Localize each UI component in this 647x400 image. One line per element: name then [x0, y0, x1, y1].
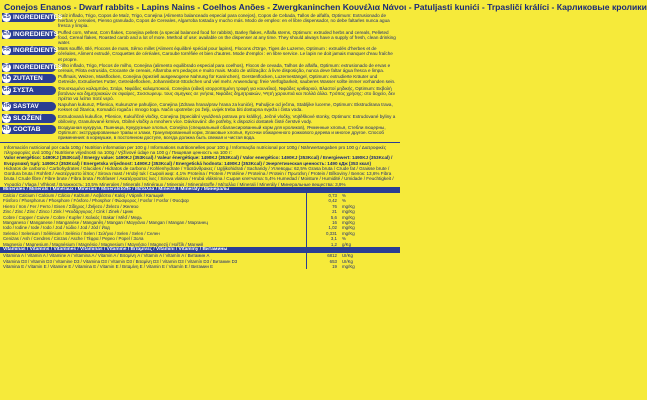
ingredient-text: Φουσκωμένο καλαμπόκι, Σιτάρι, Νιφάδες καλαμποκιού, Conejina (ειδική ισορροπημένη τροφή για κουνέλια), Νιφάδες κριθαριού, Βλαστοί μηδικής, Optimum: Εκβολή βοτάνων και δημητριακών σε σφαίρες, Συσσωρευμ. τους σιμηγκες σε γνήσια, Νιφάδες δημητριακών, Ψητή χαρουπιά και πολλά άλλα. Τρόπος χρήσης: στο δοχείο, δεν πρέπει να λείπει ποτέ νερό.	[58, 85, 396, 102]
ingredient-language-tag	[2, 86, 56, 95]
ingredient-text: Milho inflado, Trigo, Flocos de milho, Conejina (alimento equilibrado especial para coelhos), Flocos de cevada, Talhos de alfalfa, Optimum: extrusionado de ervas e cereais, Pilota extrusida, Crocante de cereais, Alfarroba em pedaços e muito mais. Modo de utilização: à livre disposição, nunca deve faltar água fresca e limpa.	[58, 62, 391, 74]
row-unit: %	[342, 236, 346, 242]
row-value: 653	[307, 259, 340, 264]
row-unit: UI/Kg	[342, 258, 353, 264]
row-unit: UI/Kg	[342, 253, 353, 259]
ingredient-language-tag	[2, 74, 56, 83]
ingredient-label: INGREDIENTES	[13, 63, 63, 71]
row-value: 1,02	[307, 225, 340, 230]
ingredient-text: Puffmais, Weizen, Maisflocken, Conejina (speziell ausgewogene Nahrung für Kaninchen), Gerstenflocken, Luzernestängel, Optimum: extrudierte Kräuter und Getreide, Extrudiertes Futter, Getreideflocken, Johannisbrot-Stückchen und viel mehr. Anwendung: freie Verfügbarkeit, sauberes Wasser sollte immer vorhanden sein.	[58, 74, 396, 85]
nutrition-energy: Valor energético: 1490KJ (353Kcal) / Energy value: 1490KJ (353Kcal) / Valeur énergétique: 1490KJ (353Kcal) / Valor energético: 1490KJ (353Kcal) / Energiewert: 1490KJ (353Kcal) / Ενεργειακή τιμή: 1490KJ (353Kcal) / Energetska vrijednost: 1490KJ (353Kcal) / Energetická hodnota: 1490KJ (353Kcal) / Энергетическая ценность: 1490 кДж (353 ккал)	[4, 155, 393, 166]
row-value: 76	[307, 204, 340, 209]
row-value: 5,6	[307, 215, 340, 220]
row-value: 0,331	[307, 231, 340, 236]
ingredient-block	[0, 85, 400, 102]
flag-icon: HR	[2, 103, 11, 110]
row-name: Selenio / Selenium / Sélénium / Selénio / Selen / Σελήνιο / Selen / Selen / Селен	[3, 230, 160, 236]
flag-icon: FR	[3, 47, 10, 54]
ingredient-block	[0, 29, 400, 46]
nutrition-intro: Información nutricional por cada 100g / Nutrition information per 100 g / Informations nutritionnelles pour 100 g / Informação nutricional por 100g / Nährwertangaben pro 100 g / Διατροφικές πληροφορίες ανά 100g / Nutritivne vrijednosti na 100g / Výživové údaje na 100 g / Пищевая ценность на 100 г:	[4, 144, 387, 155]
ingredient-label: INGREDIENTES	[13, 14, 63, 21]
row-value: 6812	[307, 253, 340, 258]
row-name: Iodo / Iodine / Iode / Iodo / Jod / Ιώδιο / Jod / Jód / Йод	[3, 225, 110, 231]
ingredient-block	[0, 12, 400, 29]
row-unit: mg/Kg	[342, 220, 355, 226]
ingredient-text: Puffed corn, Wheat, Corn flakes, Conejina pellets (a special balanced food for rabbits), Barley flakes, Alfalfa stems, Optimum: extruded herbs and cereals, Pelleted food, Cereal flakes, Roasted carob and a lot of more. Method of use: available on the dispenser at any time. They should always have a supply of fresh, clean drinking water.	[58, 29, 396, 46]
ingredient-label: INGREDIENTS	[13, 30, 59, 38]
row-name: Zinc / Zinc / Zinc / Zinco / Zink / Ψευδάργυρος / Cink / Zinek / Цинк	[3, 209, 133, 215]
ingredient-language-tag	[2, 114, 56, 123]
ingredient-label: СОСТАВ	[13, 126, 41, 134]
ingredient-block	[0, 124, 400, 141]
minerals-table	[0, 193, 403, 247]
flag-icon: ES	[3, 14, 10, 20]
ingredient-text: Maíz inflado, Trigo, Copos de Maíz, Trigo, Conejina (Alimento balanceado especial para conejos), Copos de Cebada, Tallos de alfalfa, Optimum: Extrusionado de hierbas y cereales, Pienso granulado, Copos de Cereales, Algarroba tostada y mucho más. Modo de empleo: en el libre dispensador, no debe faltarles nunca agua fresca y limpia.	[58, 13, 390, 29]
divider	[0, 142, 400, 143]
ingredient-language-tag	[2, 46, 59, 55]
row-value: 16	[307, 220, 340, 225]
table-row	[0, 264, 403, 269]
row-unit: mg/Kg	[342, 214, 355, 220]
row-value: 1,2	[307, 242, 340, 247]
ingredient-label: ZUTATEN	[13, 75, 43, 83]
minerals-header: Minerales / Minerals / Minéraux / Minerais / Mineralstoffe / Μέταλλα / Minerali / Minerály / Минералы	[0, 187, 400, 193]
row-value: 3,1	[307, 236, 340, 241]
ingredient-block	[0, 101, 400, 112]
row-unit: %	[342, 198, 346, 204]
row-name: Manganeso / Manganese / Manganèse / Manganês / Mangan / Μαγγάνιο / Mangan / Mangan / Марганец	[3, 220, 208, 226]
ingredient-label: SLOŽENÍ	[13, 114, 42, 122]
vitamins-header: Vitaminas / Vitamins / Vitamines / Vitaminas / Vitamine / Βιταμίνες / Vitamini / Vitamíny / Витамины	[0, 247, 400, 253]
ingredient-language-tag	[2, 125, 56, 134]
ingredient-text: Extrudovaná kukuřice, Pšenice, Kukuřičné vločky, Conejina (Speciální vyvážená potrava pro králíky), Ječné vločky, Vojtěškové stonky, Optimum: Extrudované byliny a obiloviny, Granulované krmivo, Obilné vločky a mnohem více. Dávkování: dle potřeby, k dispozici dostatek čisté čerstvé vody.	[58, 113, 396, 124]
row-name: Vitamina D3 / Vitamin D3 / Vitamine D3 / Vitamina D3 / Vitamin D3 / Βιταμίνη D3 / Vitamin D3 / Vitamín D3 / Витамин D3	[3, 258, 238, 264]
nutrition-composition: Hidratos de carbono / Carbohydrates / Glucides / Hidratos de carbono / Kohlenhydrate / Υδατάνθρακες / Ugljikohidrati / Sacharidy / Углеводы: 62,5% Grasa bruta / Crude fat / Graisse brute / Gordura bruta / Rohfett / Ακατέργαστο λίπος / Sirova mast / Hrubý tuk / Сырой жир: 4,1% Proteína / Protein / Protéine / Proteína / Protein / Πρωτεΐνη / Protein / Bílkoviny / Белок: 13,6% Fibra bruta / Crude fibre / Fibre brute / Fibra bruta / Rohfaser / Ακατέργαστες ίνες / Sirova vlakna / Hrubá vláknina / Сырая клетчатка: 5,4% Humedad / Moisture / Humidité / Umidade / Feuchtigkeit / Υγρασία / Vlaga / Vlhkost / Влажность: 10,5% Minerales / Minerals / Minéraux / Minerais / Mineralstoffe / Μέταλλα / Minerali / Minerály / Минеральные вещества: 3,9%	[4, 165, 394, 187]
row-value: 21	[307, 209, 340, 214]
ingredient-label: INGRÉDIENTS	[13, 47, 59, 55]
flag-icon: DE	[3, 75, 10, 82]
flag-icon: CZ	[3, 114, 10, 121]
ingredients-section	[0, 12, 400, 141]
ingredient-text: Maïs soufflé, Blé, Flocons de maïs, Sêmo millet (Aliment équilibré spécial pour lapins), Flocons d'Orge, Tiges de Luzerne, Optimum : extrudés d'herbes et de céréales, Aliment extrudé, Croquettes de céréales, Caroube torréfiée et bien d'autres. Mode d'emploi : en libre service. Le lapin ne doit jamais manquer d'eau fraîche et propre.	[58, 46, 393, 62]
ingredient-label: ΣΥΣΤΑ	[13, 86, 34, 94]
flag-icon: RU	[2, 126, 11, 133]
ingredient-block	[0, 73, 400, 84]
row-name: Cobre / Copper / Cuivre / Cobre / Kupfer / Χαλκός / Bakar / Měď / Медь	[3, 214, 142, 220]
nutrition-section	[0, 144, 400, 187]
row-unit: mg/Kg	[342, 225, 355, 231]
row-unit: %	[342, 193, 346, 199]
table-row	[0, 253, 403, 258]
row-value: 0,42	[307, 198, 340, 203]
ingredient-block	[0, 62, 400, 73]
row-unit: mg/Kg	[342, 230, 355, 236]
row-name: Vitamina E / Vitamin E / Vitamine E / Vitamina E / Vitamin E / Βιταμίνη E / Vitamin E / Vitamín E / Витамин E	[3, 263, 214, 269]
row-name: Fósforo / Phosphorus / Phosphore / Fósforo / Phosphor / Φώσφορος / Fosfor / Fosfor / Фосфор	[3, 198, 189, 204]
row-name: Hierro / Iron / Fer / Ferro / Eisen / Σίδηρος / Željezo / Železo / Железо	[3, 203, 139, 209]
ingredient-label: SASTAV	[13, 103, 39, 111]
vitamins-table	[0, 253, 403, 269]
ingredient-text: Воздушная кукуруза, Пшеница, Кукурузные хлопья, Conejina (специальный сбалансированный корм для кроликов), Ячменные хлопья, Стебли люцерны, Optimum: экструдированные травы и злаки, Гранулированный корм, Злаковые хлопья, Кусочки обжаренного рожкового дерева и многое другое. Способ применения: в кормушке, в постоянном доступе, всегда должна быть свежая и чистая вода.	[58, 125, 386, 141]
row-name: Magnesio / Magnesium / Magnésium / Magnésio / Magnesium / Μαγνήσιο / Magnezij / Hořčík / Магний	[3, 241, 203, 247]
row-unit: mg/Kg	[342, 263, 355, 269]
ingredient-language-tag	[2, 102, 56, 111]
ingredient-language-tag	[2, 13, 63, 22]
row-unit: mg/Kg	[342, 209, 355, 215]
row-value: 19	[307, 264, 340, 269]
row-name: Cenizas / Ash / Cendres / Cinzas / Asche / Τέφρα / Pepeo / Popel / Зола	[3, 236, 144, 242]
product-title: Conejos Enanos - Dwarf rabbits - Lapins Nains - Coelhos Anões - Zwergkaninchen Κουνέλια Νάνοι - Patuljasti kunići - Trpasličí králíci - Карликовые кролики	[4, 2, 647, 12]
row-unit: mg/Kg	[342, 203, 355, 209]
ingredient-block	[0, 113, 400, 124]
flag-icon: GR	[2, 86, 11, 93]
row-unit: g/Kg	[342, 241, 352, 247]
ingredient-block	[0, 45, 400, 62]
row-name: Calcio / Calcium / Calcium / Cálcio / Kalzium / Ασβέστιο / Kalcij / Vápník / Кальций	[3, 193, 164, 199]
ingredient-language-tag	[2, 30, 59, 39]
flag-icon: EN	[3, 30, 10, 37]
ingredient-text: Napuhan kukuruz, Pšenica, Kukuruzne pahuljice, Conejina (Zdrava hrana/prav hrana za kuniće), Pahuljice od ječma, Stabljike lucerne, Optimum: Ekstrudirana trava, Kekset od žitarica, Komadići rogača i mnogo toga. Način upotrebe: po želji, uvijek treba biti dostupna svježa i čista voda.	[58, 102, 393, 113]
row-name: Vitamina A / Vitamin A / Vitamine A / Vitamina A / Vitamin A / Βιταμίνη A / Vitamin A / Vitamín A / Витамин A	[3, 253, 210, 259]
flag-icon: PT	[3, 63, 10, 70]
ingredient-language-tag	[2, 63, 63, 72]
row-value: 0,73	[307, 193, 340, 198]
